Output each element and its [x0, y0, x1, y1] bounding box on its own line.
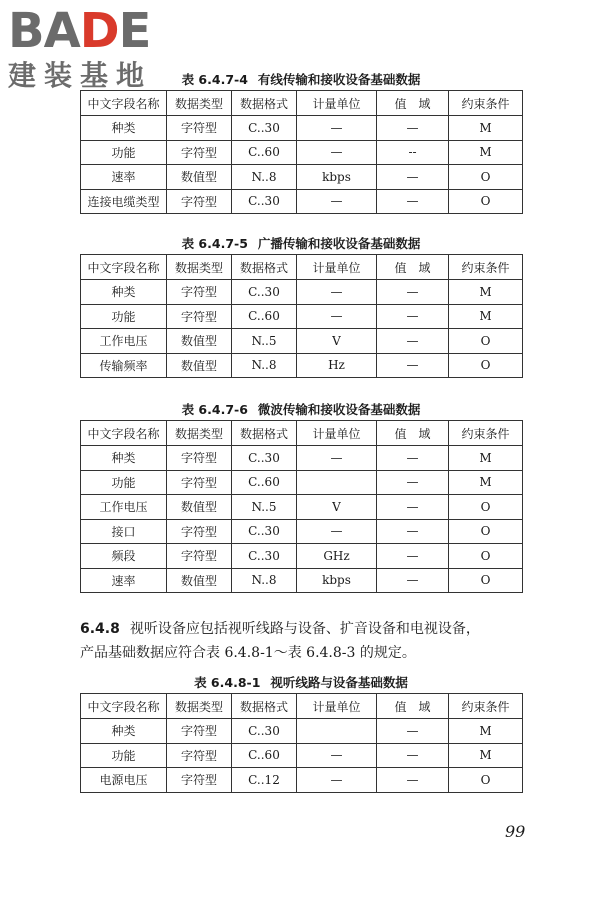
table-cell: C..30 [232, 519, 297, 544]
table-cell: — [377, 519, 449, 544]
table-cell: 数值型 [167, 568, 232, 593]
table-cell: V [297, 495, 377, 520]
column-header: 数据类型 [167, 694, 232, 719]
table-block-6-4-8-1 [80, 673, 522, 793]
table-row [81, 353, 523, 378]
table-cell: — [297, 519, 377, 544]
table-cell: 数值型 [167, 165, 232, 190]
table-cell: — [297, 280, 377, 305]
table-cell: 功能 [81, 140, 167, 165]
column-header: 数据格式 [232, 421, 297, 446]
column-header: 中文字段名称 [81, 91, 167, 116]
table-cell: C..30 [232, 116, 297, 141]
data-table [80, 420, 523, 593]
table-row [81, 568, 523, 593]
table-cell: M [449, 470, 523, 495]
table-cell: — [297, 140, 377, 165]
table-cell: — [377, 353, 449, 378]
table-cell: 字符型 [167, 743, 232, 768]
table-cell: 功能 [81, 470, 167, 495]
column-header: 数据类型 [167, 255, 232, 280]
column-header: 数据格式 [232, 255, 297, 280]
table-cell: 字符型 [167, 719, 232, 744]
table-cell: O [449, 329, 523, 354]
table-cell: N..5 [232, 495, 297, 520]
table-cell: N..8 [232, 568, 297, 593]
paragraph-line-2: 产品基础数据应符合表 6.4.8-1～表 6.4.8-3 的规定。 [80, 645, 416, 661]
table-row [81, 768, 523, 793]
column-header: 中文字段名称 [81, 421, 167, 446]
table-cell: — [377, 189, 449, 214]
table-cell: — [377, 446, 449, 471]
table-cell: C..60 [232, 470, 297, 495]
table-row [81, 165, 523, 190]
table-cell: C..30 [232, 280, 297, 305]
table-cell: 数值型 [167, 353, 232, 378]
table-cell: 速率 [81, 568, 167, 593]
table-cell: 数值型 [167, 495, 232, 520]
table-cell: 种类 [81, 719, 167, 744]
column-header: 值 域 [377, 421, 449, 446]
column-header: 中文字段名称 [81, 694, 167, 719]
page-number: 99 [505, 822, 526, 841]
column-header: 数据格式 [232, 694, 297, 719]
table-caption: 表 6.4.7-4 有线传输和接收设备基础数据 [181, 72, 421, 87]
table-header-row [81, 255, 523, 280]
table-cell: 字符型 [167, 470, 232, 495]
table-cell: 字符型 [167, 544, 232, 569]
table-cell: — [377, 568, 449, 593]
column-header: 值 域 [377, 91, 449, 116]
table-cell: — [297, 768, 377, 793]
column-header: 约束条件 [449, 91, 523, 116]
column-header: 值 域 [377, 694, 449, 719]
table-cell: 传输频率 [81, 353, 167, 378]
table-cell: O [449, 189, 523, 214]
table-cell: C..60 [232, 743, 297, 768]
table-cell: 字符型 [167, 304, 232, 329]
table-cell: 接口 [81, 519, 167, 544]
table-cell: — [377, 544, 449, 569]
table-cell: M [449, 446, 523, 471]
column-header: 约束条件 [449, 255, 523, 280]
column-header: 计量单位 [297, 421, 377, 446]
table-cell: C..30 [232, 544, 297, 569]
table-cell: M [449, 140, 523, 165]
column-header: 计量单位 [297, 91, 377, 116]
table-cell: 电源电压 [81, 768, 167, 793]
data-table [80, 254, 523, 378]
table-row [81, 280, 523, 305]
column-header: 数据格式 [232, 91, 297, 116]
table-cell: O [449, 568, 523, 593]
table-cell: — [377, 470, 449, 495]
table-cell: — [377, 165, 449, 190]
table-cell: N..8 [232, 165, 297, 190]
table-cell: 字符型 [167, 519, 232, 544]
table-cell: 频段 [81, 544, 167, 569]
table-row [81, 329, 523, 354]
table-cell: 工作电压 [81, 495, 167, 520]
column-header: 中文字段名称 [81, 255, 167, 280]
table-cell: O [449, 544, 523, 569]
column-header: 约束条件 [449, 421, 523, 446]
table-cell: C..60 [232, 140, 297, 165]
table-cell: V [297, 329, 377, 354]
table-cell: 字符型 [167, 446, 232, 471]
table-block-6-4-7-6 [80, 400, 522, 593]
table-cell: 种类 [81, 280, 167, 305]
table-cell: — [297, 743, 377, 768]
table-cell: 功能 [81, 743, 167, 768]
table-cell: — [377, 116, 449, 141]
table-cell: 功能 [81, 304, 167, 329]
table-cell: 连接电缆类型 [81, 189, 167, 214]
column-header: 数据类型 [167, 421, 232, 446]
table-row [81, 189, 523, 214]
table-cell: kbps [297, 165, 377, 190]
column-header: 约束条件 [449, 694, 523, 719]
column-header: 值 域 [377, 255, 449, 280]
table-cell: — [377, 329, 449, 354]
table-block-6-4-7-5 [80, 234, 522, 378]
table-cell: O [449, 353, 523, 378]
paragraph-line-1: 视听设备应包括视听线路与设备、扩音设备和电视设备， [129, 621, 480, 637]
data-table [80, 90, 523, 214]
table-cell: O [449, 768, 523, 793]
table-cell: — [377, 304, 449, 329]
table-cell: 字符型 [167, 140, 232, 165]
table-cell: — [297, 116, 377, 141]
table-cell: N..8 [232, 353, 297, 378]
table-cell: — [297, 304, 377, 329]
table-cell: Hz [297, 353, 377, 378]
table-cell: N..5 [232, 329, 297, 354]
table-cell: — [377, 495, 449, 520]
table-cell: — [377, 743, 449, 768]
table-cell: 数值型 [167, 329, 232, 354]
table-cell: — [297, 446, 377, 471]
table-row [81, 544, 523, 569]
table-header-row [81, 421, 523, 446]
table-cell: 工作电压 [81, 329, 167, 354]
table-cell: -- [377, 140, 449, 165]
table-row [81, 743, 523, 768]
table-block-6-4-7-4 [80, 70, 522, 214]
table-cell: 字符型 [167, 189, 232, 214]
table-cell: C..12 [232, 768, 297, 793]
table-row [81, 470, 523, 495]
table-cell: — [377, 719, 449, 744]
table-cell: O [449, 165, 523, 190]
logo-subtitle: 建装基地 [8, 59, 153, 92]
data-table [80, 693, 523, 793]
table-caption: 表 6.4.7-5 广播传输和接收设备基础数据 [181, 236, 421, 251]
logo-wordmark: BADE [8, 3, 151, 59]
table-cell: M [449, 743, 523, 768]
table-cell: 种类 [81, 446, 167, 471]
table-cell: GHz [297, 544, 377, 569]
column-header: 数据类型 [167, 91, 232, 116]
table-cell [297, 719, 377, 744]
table-cell: 字符型 [167, 280, 232, 305]
table-row [81, 304, 523, 329]
table-caption: 表 6.4.7-6 微波传输和接收设备基础数据 [181, 402, 421, 417]
table-cell: 字符型 [167, 116, 232, 141]
table-row [81, 519, 523, 544]
table-row [81, 495, 523, 520]
table-cell: M [449, 116, 523, 141]
table-cell: M [449, 280, 523, 305]
table-cell: C..60 [232, 304, 297, 329]
table-cell: C..30 [232, 189, 297, 214]
table-cell: — [377, 280, 449, 305]
table-cell [297, 470, 377, 495]
table-header-row [81, 694, 523, 719]
section-paragraph [80, 617, 530, 665]
table-cell: C..30 [232, 446, 297, 471]
table-cell: 速率 [81, 165, 167, 190]
table-header-row [81, 91, 523, 116]
table-row [81, 116, 523, 141]
table-caption: 表 6.4.8-1 视听线路与设备基础数据 [194, 675, 408, 690]
table-cell: — [297, 189, 377, 214]
table-cell: kbps [297, 568, 377, 593]
column-header: 计量单位 [297, 255, 377, 280]
table-row [81, 140, 523, 165]
table-cell: O [449, 519, 523, 544]
table-cell: C..30 [232, 719, 297, 744]
table-cell: 字符型 [167, 768, 232, 793]
table-row [81, 446, 523, 471]
table-cell: O [449, 495, 523, 520]
column-header: 计量单位 [297, 694, 377, 719]
table-cell: — [377, 768, 449, 793]
table-cell: 种类 [81, 116, 167, 141]
table-cell: M [449, 304, 523, 329]
table-row [81, 719, 523, 744]
table-cell: M [449, 719, 523, 744]
section-number: 6.4.8 [80, 621, 120, 637]
